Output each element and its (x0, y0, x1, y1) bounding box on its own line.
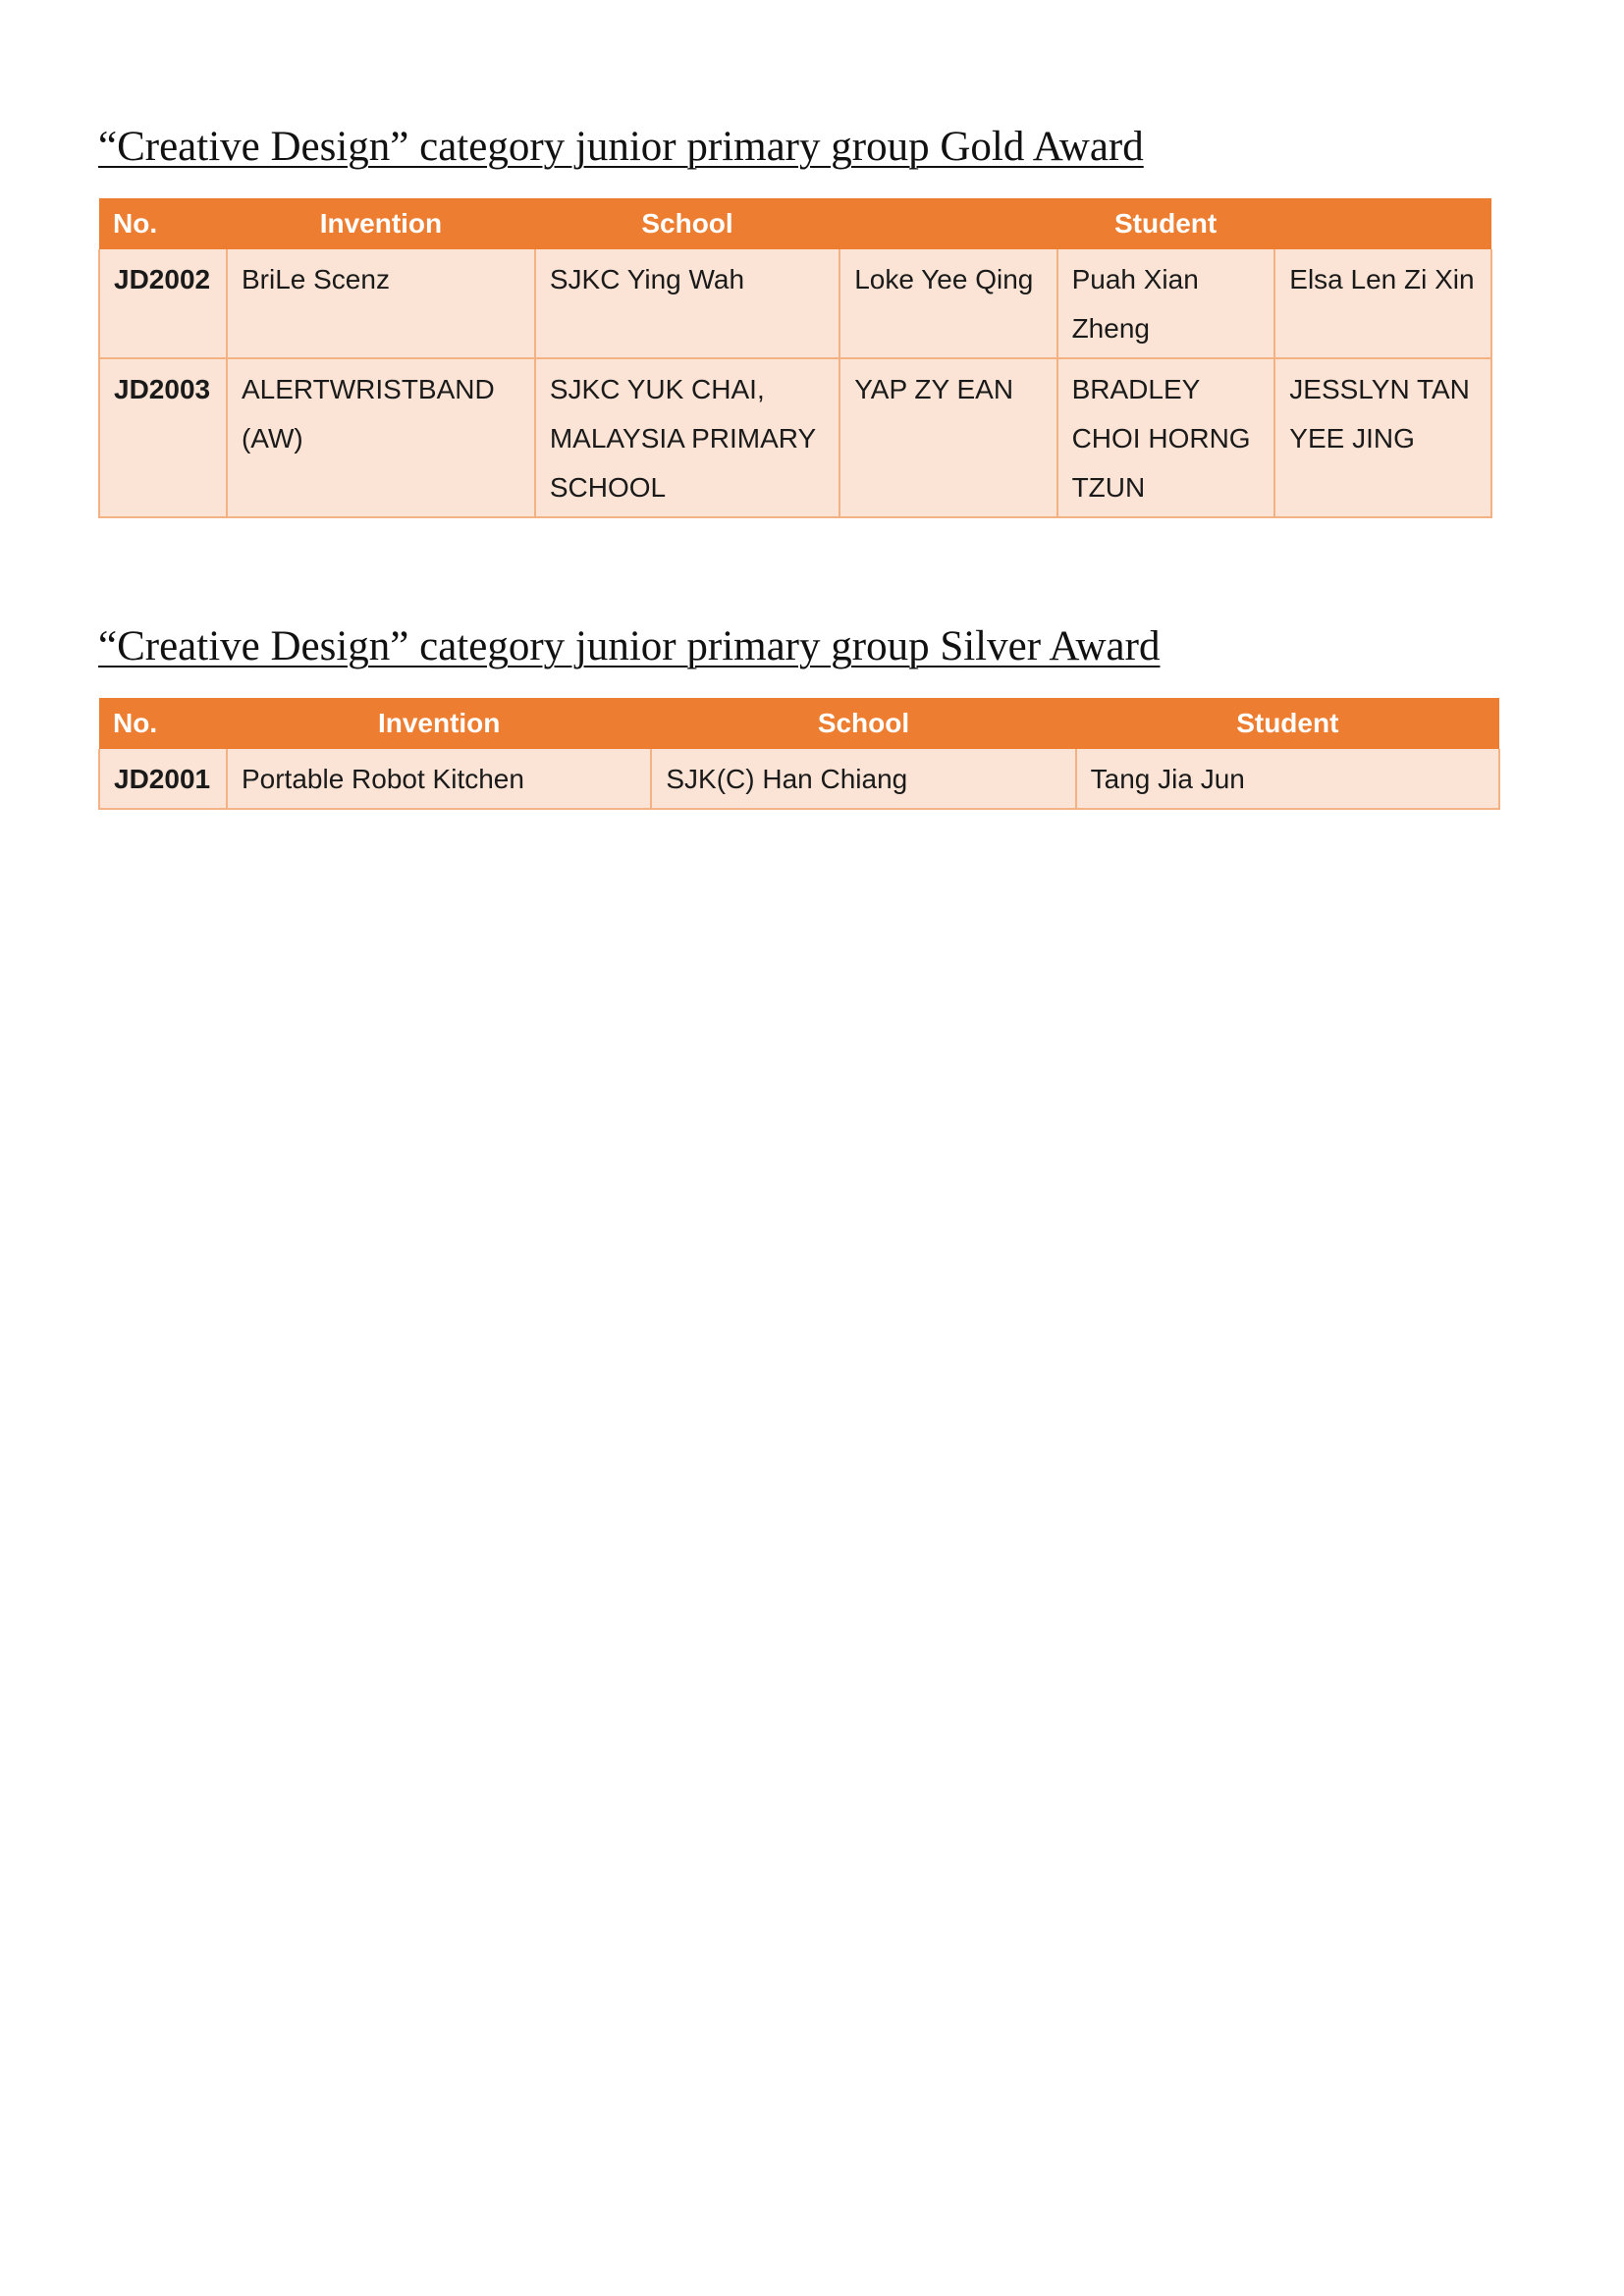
cell-student: YAP ZY EAN (839, 358, 1056, 517)
header-school: School (535, 198, 839, 249)
header-school: School (651, 698, 1075, 749)
header-student: Student (1076, 698, 1499, 749)
cell-student: Elsa Len Zi Xin (1274, 249, 1491, 358)
gold-award-table (98, 198, 1492, 518)
cell-no: JD2002 (99, 249, 227, 358)
cell-student: JESSLYN TAN YEE JING (1274, 358, 1491, 517)
header-invention: Invention (227, 698, 651, 749)
cell-student: BRADLEY CHOI HORNG TZUN (1057, 358, 1275, 517)
table-row (99, 358, 1491, 517)
header-no: No. (99, 198, 227, 249)
header-invention: Invention (227, 198, 535, 249)
table-row (99, 749, 1499, 809)
cell-invention: BriLe Scenz (227, 249, 535, 358)
cell-student: Puah Xian Zheng (1057, 249, 1275, 358)
silver-award-title: “Creative Design” category junior primary group Silver Award (98, 623, 1161, 669)
cell-invention: ALERTWRISTBAND (AW) (227, 358, 535, 517)
cell-school: SJKC Ying Wah (535, 249, 839, 358)
cell-invention: Portable Robot Kitchen (227, 749, 651, 809)
silver-award-table (98, 698, 1500, 810)
header-student: Student (839, 198, 1491, 249)
header-no: No. (99, 698, 227, 749)
cell-school: SJK(C) Han Chiang (651, 749, 1075, 809)
cell-student: Loke Yee Qing (839, 249, 1056, 358)
table-row (99, 249, 1491, 358)
cell-no: JD2003 (99, 358, 227, 517)
cell-school: SJKC YUK CHAI, MALAYSIA PRIMARY SCHOOL (535, 358, 839, 517)
table-header-row (99, 698, 1499, 749)
table-header-row (99, 198, 1491, 249)
cell-student: Tang Jia Jun (1076, 749, 1499, 809)
gold-award-title: “Creative Design” category junior primary group Gold Award (98, 124, 1144, 170)
cell-no: JD2001 (99, 749, 227, 809)
